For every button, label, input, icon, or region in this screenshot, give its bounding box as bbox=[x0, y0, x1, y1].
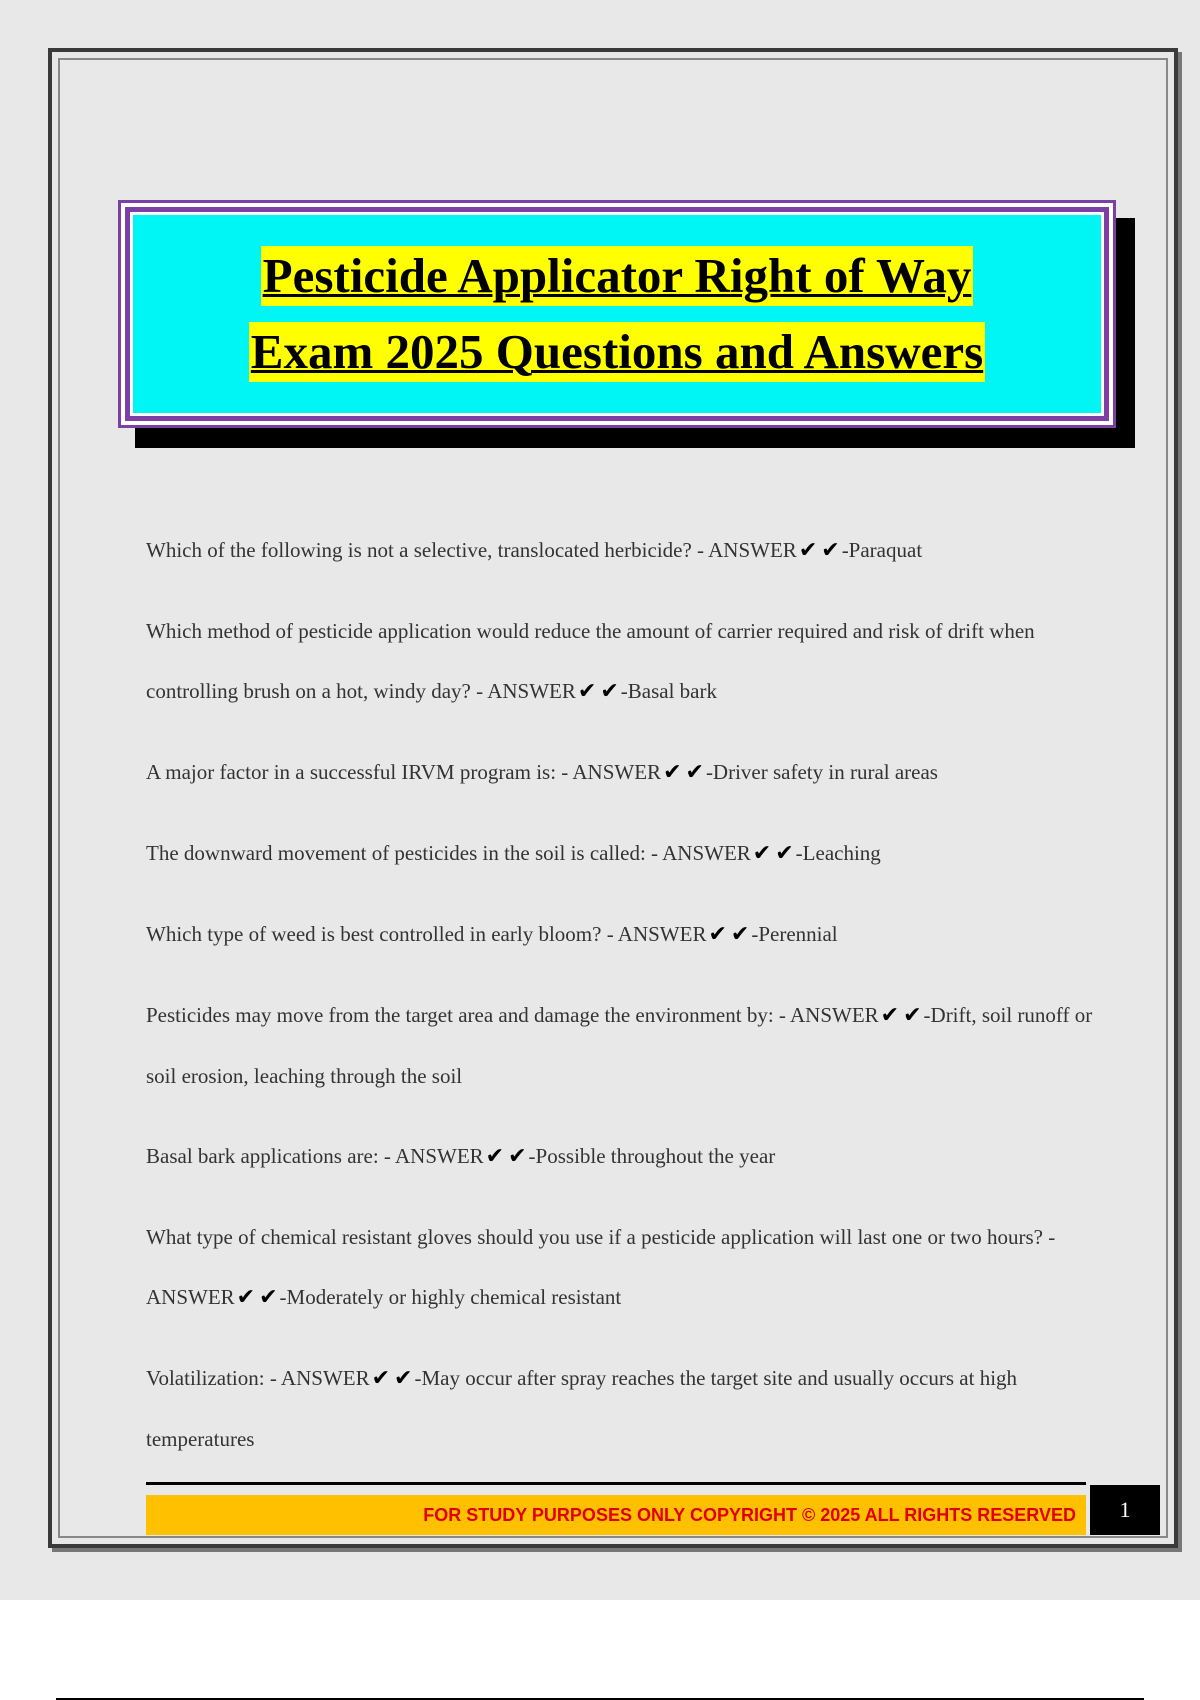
question-text: What type of chemical resistant gloves should you use if a pesticide application will last one or two hours? - ANSWER bbox=[146, 1225, 1056, 1309]
checkmark-icon: ✔ bbox=[730, 922, 750, 947]
question-text: Which method of pesticide application would reduce the amount of carrier required and risk of drift when controlling brush on a hot, windy day? - ANSWER bbox=[146, 619, 1035, 703]
answer-text: -Possible throughout the year bbox=[528, 1144, 776, 1168]
checkmark-icon: ✔ bbox=[600, 679, 619, 704]
qa-item bbox=[146, 904, 1096, 965]
checkmark-icon: ✔ bbox=[708, 922, 727, 947]
qa-paragraph bbox=[146, 1207, 1096, 1328]
answer-text: -Basal bark bbox=[620, 679, 717, 703]
qa-list bbox=[146, 520, 1096, 1489]
document-title-line-2: Exam 2025 Questions and Answers bbox=[249, 322, 985, 382]
answer-text: -May occur after spray reaches the target site and usually occurs at high temperatures bbox=[146, 1366, 1018, 1451]
checkmark-icon: ✔ bbox=[394, 1366, 413, 1391]
checkmark-icon: ✔ bbox=[508, 1144, 527, 1169]
checkmark-icon: ✔ bbox=[577, 679, 597, 704]
qa-paragraph bbox=[146, 1348, 1096, 1469]
answer-text: -Paraquat bbox=[841, 538, 923, 562]
checkmark-icon: ✔ bbox=[903, 1003, 922, 1028]
title-box-fill bbox=[133, 215, 1101, 413]
answer-text: -Driver safety in rural areas bbox=[705, 760, 938, 784]
page-number: 1 bbox=[1090, 1485, 1160, 1535]
footer-bar bbox=[146, 1495, 1086, 1535]
question-text: Pesticides may move from the target area and damage the environment by: - ANSWER bbox=[146, 1003, 879, 1027]
document-title-line-1: Pesticide Applicator Right of Way bbox=[261, 246, 974, 306]
qa-item bbox=[146, 1348, 1096, 1469]
checkmark-icon: ✔ bbox=[821, 538, 840, 563]
checkmark-icon: ✔ bbox=[880, 1003, 900, 1028]
qa-paragraph bbox=[146, 601, 1096, 722]
qa-item bbox=[146, 742, 1096, 803]
qa-paragraph bbox=[146, 520, 1096, 581]
qa-item bbox=[146, 601, 1096, 722]
checkmark-icon: ✔ bbox=[371, 1366, 391, 1391]
qa-item bbox=[146, 1126, 1096, 1187]
checkmark-icon: ✔ bbox=[798, 538, 818, 563]
qa-paragraph bbox=[146, 1126, 1096, 1187]
copyright-notice: FOR STUDY PURPOSES ONLY COPYRIGHT © 2025 ALL RIGHTS RESERVED bbox=[423, 1504, 1076, 1525]
qa-paragraph bbox=[146, 904, 1096, 965]
qa-paragraph bbox=[146, 823, 1096, 884]
checkmark-icon: ✔ bbox=[685, 760, 704, 785]
qa-item bbox=[146, 1207, 1096, 1328]
qa-paragraph bbox=[146, 742, 1096, 803]
answer-text: -Moderately or highly chemical resistant bbox=[279, 1285, 622, 1309]
question-text: Basal bark applications are: - ANSWER bbox=[146, 1144, 484, 1168]
question-text: Which of the following is not a selective, translocated herbicide? - ANSWER bbox=[146, 538, 797, 562]
checkmark-icon: ✔ bbox=[775, 841, 794, 866]
checkmark-icon: ✔ bbox=[236, 1285, 256, 1310]
qa-paragraph bbox=[146, 985, 1096, 1106]
question-text: Which type of weed is best controlled in early bloom? - ANSWER bbox=[146, 922, 707, 946]
checkmark-icon: ✔ bbox=[485, 1144, 505, 1169]
answer-text: -Drift, soil runoff or soil erosion, leaching through the soil bbox=[146, 1003, 1093, 1088]
question-text: Volatilization: - ANSWER bbox=[146, 1366, 370, 1390]
title-box-border bbox=[125, 207, 1109, 421]
qa-item bbox=[146, 985, 1096, 1106]
checkmark-icon: ✔ bbox=[259, 1285, 278, 1310]
answer-text: -Leaching bbox=[795, 841, 881, 865]
qa-item bbox=[146, 520, 1096, 581]
checkmark-icon: ✔ bbox=[663, 760, 682, 785]
answer-text: -Perennial bbox=[751, 922, 838, 946]
footer-rule bbox=[146, 1482, 1086, 1485]
question-text: A major factor in a successful IRVM program is: - ANSWER bbox=[146, 760, 662, 784]
qa-item bbox=[146, 823, 1096, 884]
checkmark-icon: ✔ bbox=[752, 841, 772, 866]
title-box bbox=[118, 200, 1116, 428]
question-text: The downward movement of pesticides in the soil is called: - ANSWER bbox=[146, 841, 751, 865]
